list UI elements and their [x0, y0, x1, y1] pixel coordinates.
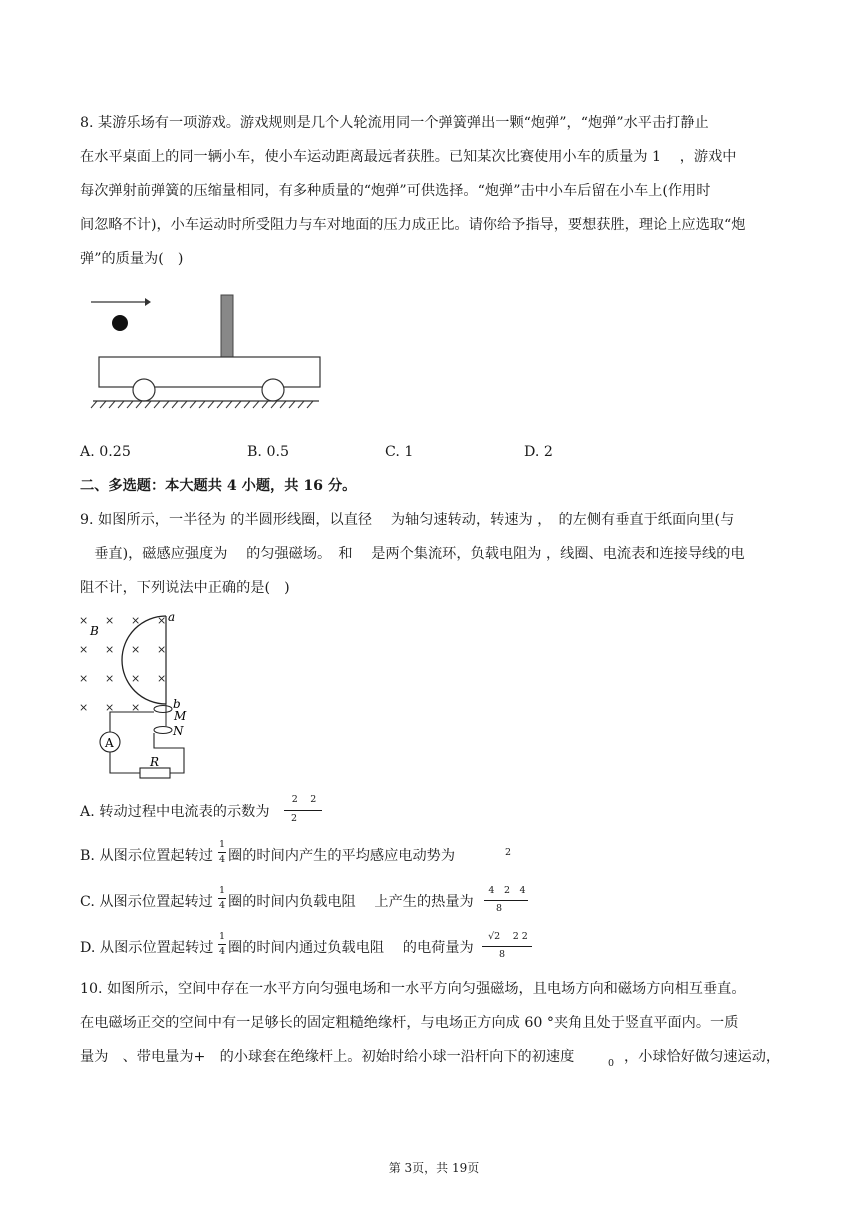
hatch-mark — [154, 401, 160, 408]
page-footer: 第 3页，共 19页 — [388, 1161, 480, 1175]
hatch-mark — [109, 401, 115, 408]
q9-option-c-quarter-den: 4 — [218, 900, 226, 911]
q9-option-b-suffix: 圈的时间内产生的平均感应电动势为 — [228, 848, 456, 864]
q8-option-d: D. 2 — [524, 444, 553, 460]
q10-subscript-0: 0 — [608, 1058, 615, 1069]
q9-option-b-prefix: B. 从图示位置起转过 — [80, 848, 213, 864]
hatch-mark — [172, 401, 178, 408]
svg-text:×: × — [105, 672, 115, 685]
hatch-mark — [262, 401, 268, 408]
resistor-R — [140, 768, 170, 778]
label-b: b — [173, 697, 181, 711]
q9-option-d-quarter-num: 1 — [218, 931, 226, 942]
hatch-mark — [190, 401, 196, 408]
svg-text:×: × — [131, 701, 141, 714]
hatch-mark — [217, 401, 223, 408]
q9-option-d-quarter-bar — [218, 944, 226, 945]
collector-ring-M — [154, 706, 172, 713]
cannonball — [112, 315, 128, 331]
hatch-mark — [271, 401, 277, 408]
svg-text:×: × — [131, 614, 141, 627]
hatch-mark — [100, 401, 106, 408]
svg-text:×: × — [157, 672, 167, 685]
hatch-mark — [199, 401, 205, 408]
q8-line-1: 8. 某游乐场有一项游戏。游戏规则是几个人轮流用同一个弹簧弹出一颗“炮弹”，“炮弹”水平击打静止 — [80, 115, 709, 131]
q9-option-c-quarter-num: 1 — [218, 885, 226, 896]
q9-option-b-quarter-den: 4 — [218, 854, 226, 865]
q9-option-d-denominator: 8 — [498, 949, 506, 960]
hatch-mark — [253, 401, 259, 408]
hatch-mark — [289, 401, 295, 408]
q9-line-1: 9. 如图所示，一半径为 的半圆形线圈，以直径 为轴匀速转动，转速为 ， 的左侧有垂直于纸面向里(与 — [80, 512, 735, 528]
q8-line-5: 弹”的质量为( ) — [80, 251, 184, 267]
q8-cart-figure — [85, 290, 325, 420]
q10-line-3: 量为 、带电量为+ 的小球套在绝缘杆上。初始时给小球一沿杆向下的初速度 — [80, 1049, 575, 1065]
q9-option-c-fraction-bar — [484, 900, 528, 901]
hatch-mark — [136, 401, 142, 408]
q9-option-c-suffix: 圈的时间内负载电阻 上产生的热量为 — [228, 894, 474, 910]
svg-text:×: × — [105, 614, 115, 627]
q9-option-c-numerator: 4 2 4 — [488, 885, 526, 896]
wire-left-top — [110, 712, 154, 732]
cart-post — [221, 295, 233, 357]
q10-line-2: 在电磁场正交的空间中有一足够长的固定粗糙绝缘杆，与电场正方向成 60 °夹角且处于竖直平面内。一质 — [80, 1015, 739, 1031]
hatch-mark — [91, 401, 97, 408]
hatch-mark — [226, 401, 232, 408]
q10-line-3-end: ，小球恰好做匀速运动， — [624, 1049, 781, 1065]
svg-text:×: × — [131, 643, 141, 656]
q9-option-b-quarter-bar — [218, 852, 226, 853]
q9-option-a-fraction-bar — [284, 810, 322, 811]
velocity-arrowhead — [145, 298, 151, 306]
svg-text:×: × — [79, 701, 89, 714]
q9-option-c-quarter-bar — [218, 898, 226, 899]
q9-option-d-quarter-den: 4 — [218, 946, 226, 957]
svg-text:×: × — [79, 643, 89, 656]
collector-ring-N — [154, 727, 172, 734]
q8-option-a: A. 0.25 — [80, 444, 131, 460]
hatch-mark — [244, 401, 250, 408]
cart-body — [99, 357, 320, 387]
q9-option-c-denominator: 8 — [495, 903, 503, 914]
q8-line-3: 每次弹射前弹簧的压缩量相同，有多种质量的“炮弹”可供选择。“炮弹”击中小车后留在小车上(作用时 — [80, 183, 711, 199]
label-M: M — [174, 709, 187, 723]
semicircle-coil — [122, 616, 166, 704]
section-heading: 二、多选题：本大题共 4 小题，共 16 分。 — [80, 478, 357, 494]
hatch-mark — [307, 401, 313, 408]
hatch-mark — [163, 401, 169, 408]
wire-left-bottom — [110, 752, 140, 773]
q9-line-2: 垂直)，磁感应强度为 的匀强磁场。 和 是两个集流环，负载电阻为 ，线圈、电流表和连接导线的电 — [80, 546, 745, 562]
svg-text:×: × — [157, 614, 167, 627]
q9-coil-figure — [74, 608, 204, 783]
q8-line-4: 间忽略不计)，小车运动时所受阻力与车对地面的压力成正比。请你给予指导，要想获胜，理论上应选取“炮 — [80, 217, 746, 233]
q8-line-2: 在水平桌面上的同一辆小车，使小车运动距离最远者获胜。已知某次比赛使用小车的质量为 1 ，游戏中 — [80, 149, 737, 165]
hatch-mark — [208, 401, 214, 408]
q9-option-a: A. 转动过程中电流表的示数为 — [80, 804, 270, 820]
label-R: R — [150, 755, 160, 769]
q9-option-b-quarter-num: 1 — [218, 839, 226, 850]
q9-option-a-denominator: 2 — [290, 813, 298, 824]
q9-option-b-superscript: 2 — [505, 847, 512, 858]
svg-text:×: × — [105, 643, 115, 656]
label-N: N — [173, 724, 184, 738]
svg-text:×: × — [157, 643, 167, 656]
hatch-mark — [298, 401, 304, 408]
q9-option-d-numerator: √2 2 2 — [488, 931, 528, 942]
q9-line-3: 阻不计，下列说法中正确的是( ) — [80, 580, 290, 596]
cart-wheel-left — [133, 379, 155, 401]
q9-option-c-prefix: C. 从图示位置起转过 — [80, 894, 213, 910]
q8-option-c: C. 1 — [385, 444, 414, 460]
q9-option-d-suffix: 圈的时间内通过负载电阻 的电荷量为 — [228, 940, 474, 956]
ground-hatching — [91, 401, 313, 408]
hatch-mark — [127, 401, 133, 408]
q10-line-1: 10. 如图所示，空间中存在一水平方向匀强电场和一水平方向匀强磁场，且电场方向和磁场方向相互垂直。 — [80, 981, 746, 997]
svg-text:×: × — [131, 672, 141, 685]
ammeter-label: A — [105, 736, 114, 750]
hatch-mark — [235, 401, 241, 408]
svg-text:×: × — [79, 672, 89, 685]
label-a: a — [168, 610, 176, 624]
hatch-mark — [280, 401, 286, 408]
svg-text:×: × — [79, 614, 89, 627]
hatch-mark — [145, 401, 151, 408]
q8-option-b: B. 0.5 — [247, 444, 290, 460]
hatch-mark — [118, 401, 124, 408]
svg-text:×: × — [105, 701, 115, 714]
label-B: B — [90, 624, 99, 638]
q9-option-d-fraction-bar — [482, 946, 532, 947]
q9-option-d-prefix: D. 从图示位置起转过 — [80, 940, 214, 956]
hatch-mark — [181, 401, 187, 408]
cart-wheel-right — [262, 379, 284, 401]
q9-option-a-numerator: 2 2 — [291, 794, 317, 805]
